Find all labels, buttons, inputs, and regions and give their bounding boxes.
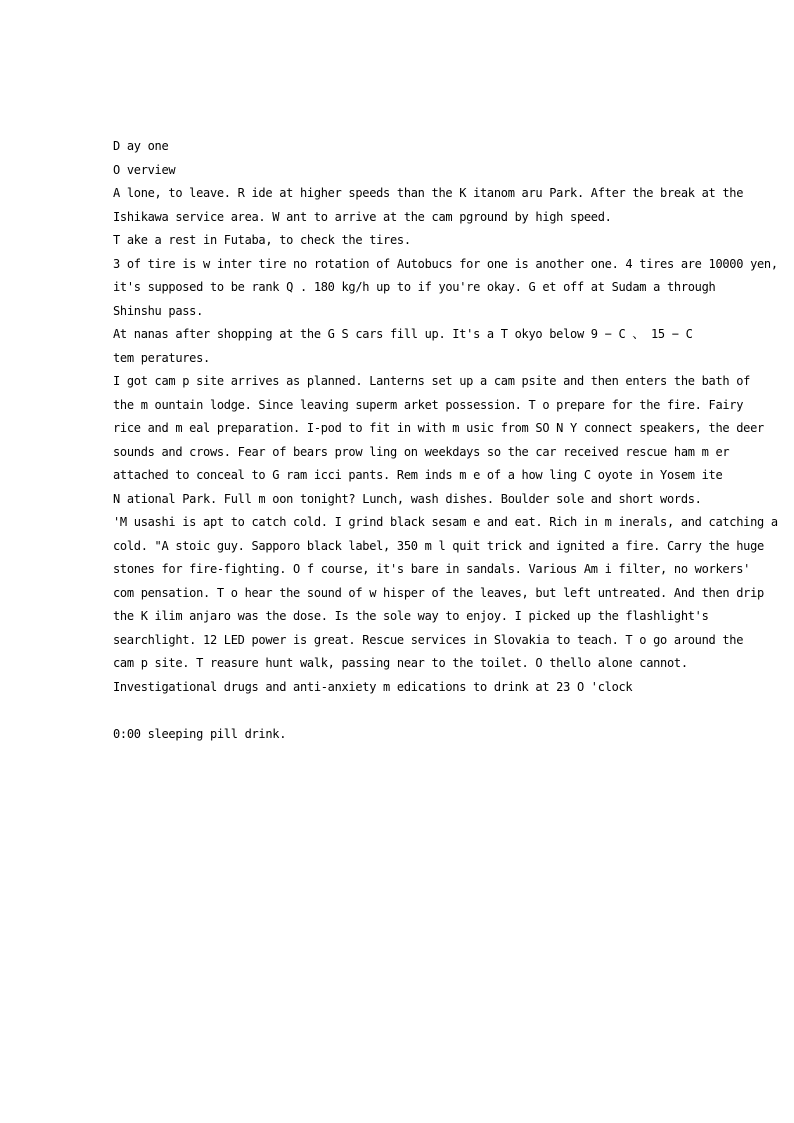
text-line: tem peratures. <box>113 350 210 365</box>
overview-heading: O verview <box>113 162 176 177</box>
text-line: it's supposed to be rank Q . 180 kg/h up to if you're okay. G et off at Sudam a through <box>113 280 716 294</box>
text-line: sounds and crows. Fear of bears prow ling on weekdays so the car received rescue ham m er <box>113 444 730 459</box>
text-line: 3 of tire is w inter tire no rotation of Autobucs for one is another one. 4 tires are 10000 yen, <box>113 256 778 271</box>
text-line: rice and m eal preparation. I-pod to fit in with m usic from SO N Y connect speakers, the deer <box>113 421 764 435</box>
text-line: A lone, to leave. R ide at higher speeds than the K itanom aru Park. After the break at the <box>113 186 744 200</box>
text-line: Ishikawa service area. W ant to arrive at the cam pground by high speed. <box>113 209 612 224</box>
document-body <box>113 135 778 746</box>
text-line: searchlight. 12 LED power is great. Rescue services in Slovakia to teach. T o go around the <box>113 632 744 647</box>
text-line: At nanas after shopping at the G S cars fill up. It's a T okyo below 9 − C 、 15 − C <box>113 327 693 341</box>
text-line: the m ountain lodge. Since leaving superm arket possession. T o prepare for the fire. Fairy <box>113 397 744 412</box>
text-line: T ake a rest in Futaba, to check the tires. <box>113 233 411 247</box>
text-line: the K ilim anjaro was the dose. Is the sole way to enjoy. I picked up the flashlight's <box>113 609 709 623</box>
blank-line <box>113 699 693 723</box>
text-line: cam p site. T reasure hunt walk, passing near to the toilet. O thello alone cannot. <box>113 656 688 670</box>
text-line: com pensation. T o hear the sound of w hisper of the leaves, but left untreated. And then drip <box>113 585 764 600</box>
text-line: 'M usashi is apt to catch cold. I grind black sesam e and eat. Rich in m inerals, and catching a <box>113 515 778 529</box>
text-line: attached to conceal to G ram icci pants. Rem inds m e of a how ling C oyote in Yosem ite <box>113 468 723 482</box>
text-line: I got cam p site arrives as planned. Lanterns set up a cam psite and then enters the bath of <box>113 374 751 388</box>
text-line: stones for fire-fighting. O f course, it's bare in sandals. Various Am i filter, no workers' <box>113 562 751 576</box>
text-line: N ational Park. Full m oon tonight? Lunch, wash dishes. Boulder sole and short words. <box>113 491 702 506</box>
text-line: Shinshu pass. <box>113 303 204 318</box>
day-heading: D ay one <box>113 139 169 153</box>
closing-line: 0:00 sleeping pill drink. <box>113 726 287 741</box>
text-line: Investigational drugs and anti-anxiety m edications to drink at 23 O 'clock <box>113 679 633 694</box>
text-line: cold. "A stoic guy. Sapporo black label, 350 m l quit trick and ignited a fire. Carry the huge <box>113 538 764 553</box>
